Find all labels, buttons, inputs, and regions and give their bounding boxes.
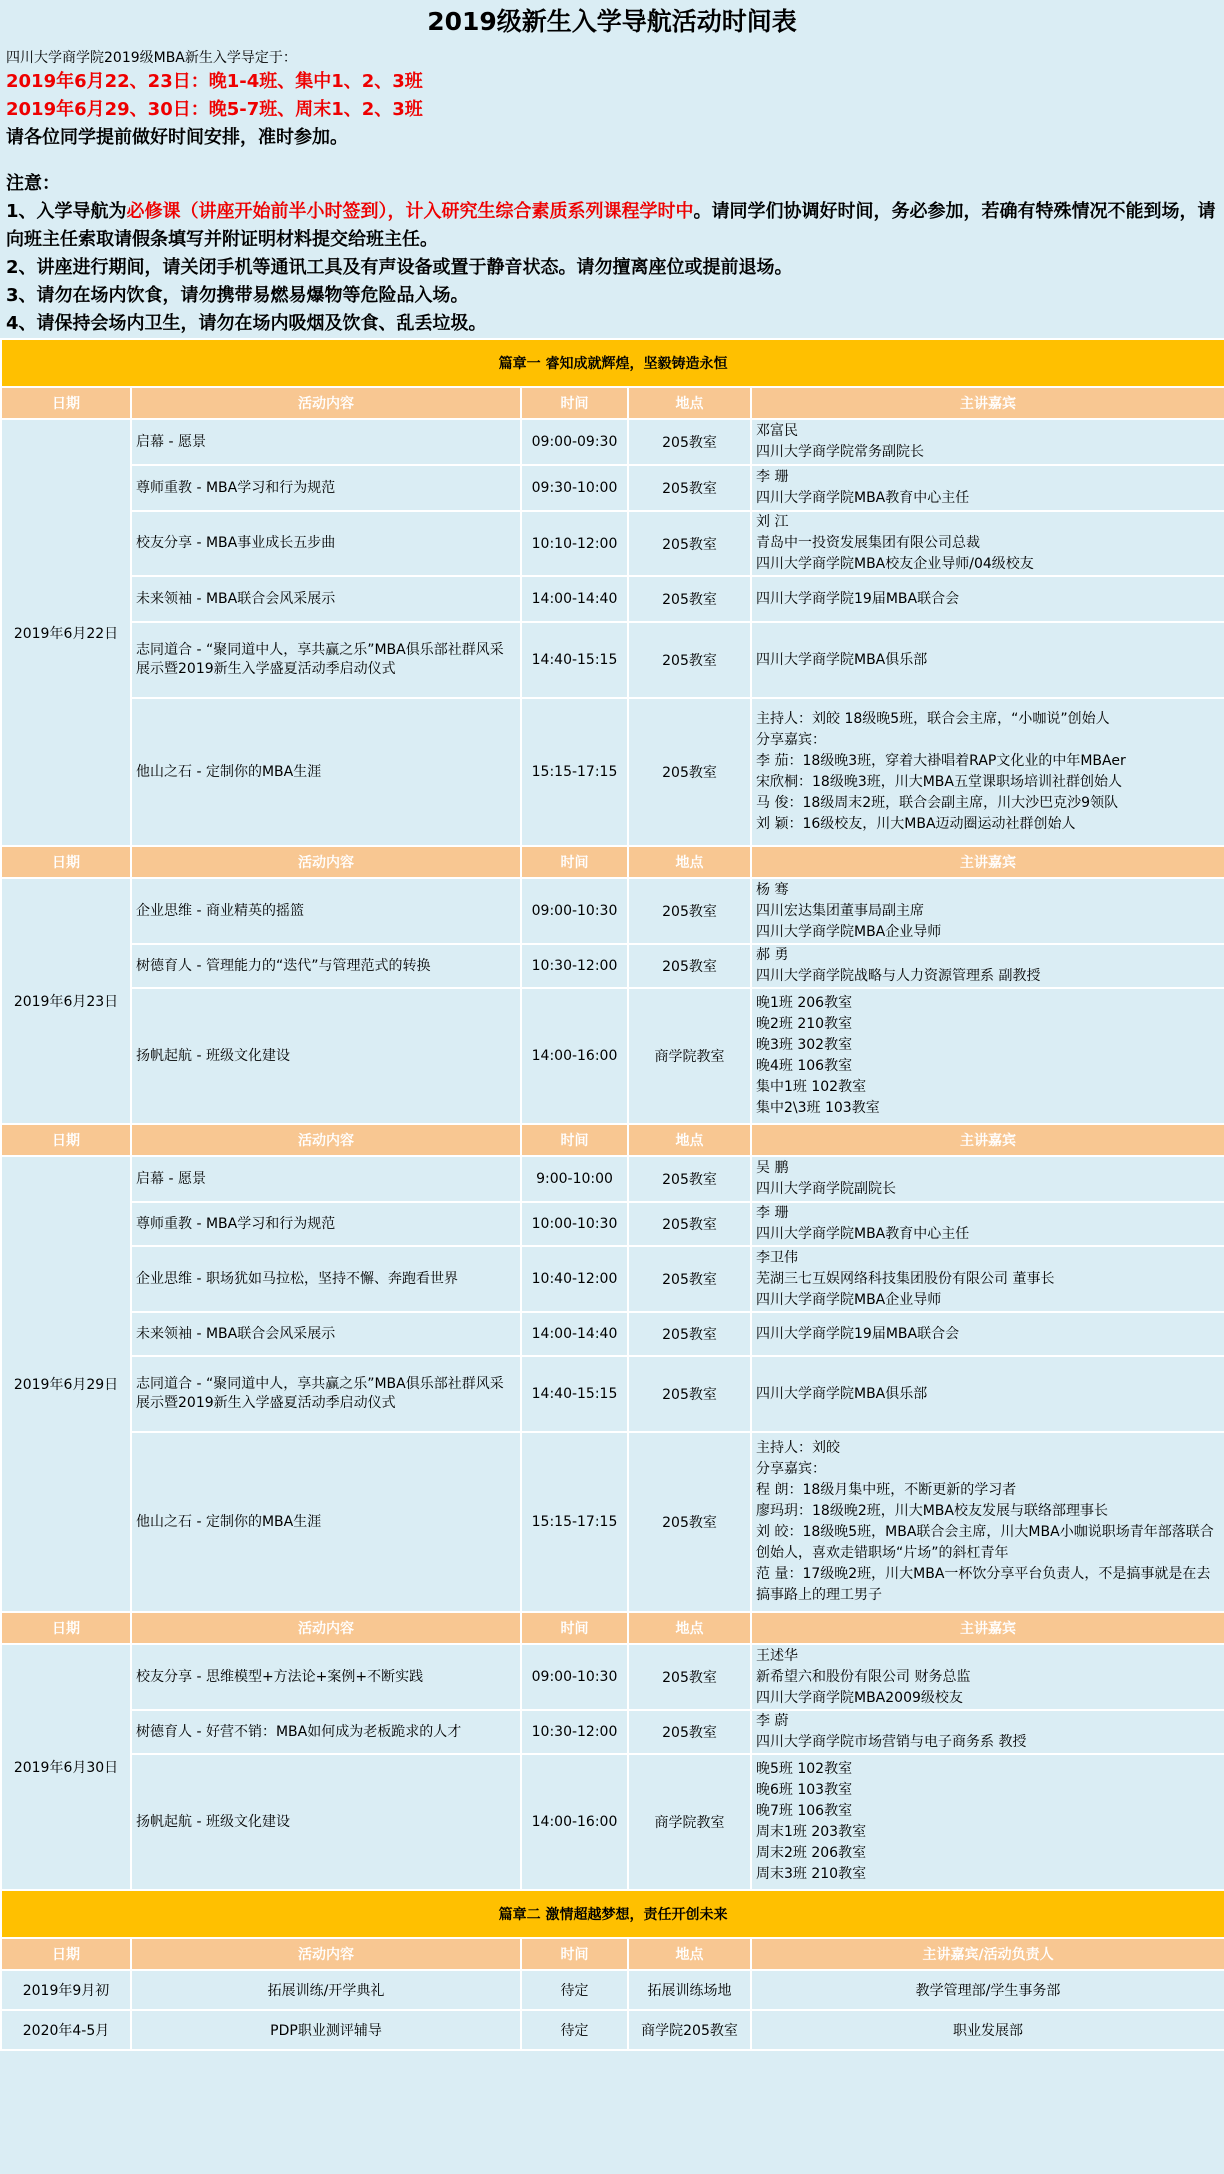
activity-cell: 未来领袖 - MBA联合会风采展示: [131, 1312, 521, 1356]
location-cell: 商学院205教室: [628, 2010, 751, 2050]
speaker-cell: [751, 944, 1224, 988]
header-speaker: 主讲嘉宾: [751, 1124, 1224, 1156]
header-time: 时间: [521, 1612, 628, 1644]
location-cell: 205教室: [628, 1156, 751, 1202]
header-time: 时间: [521, 1124, 628, 1156]
chapter-1-title: 篇章一 睿知成就辉煌，坚毅铸造永恒: [1, 339, 1224, 387]
time-cell: 14:00-14:40: [521, 576, 628, 622]
date-cell: 2019年6月23日: [1, 878, 131, 1124]
chapter-2-title: 篇章二 激情超越梦想，责任开创未来: [1, 1890, 1224, 1938]
speaker-line: 晚2班 210教室: [756, 1016, 853, 1032]
speaker-cell: [751, 419, 1224, 465]
header-time: 时间: [521, 387, 628, 419]
speaker-line: 四川大学商学院MBA企业导师: [756, 1291, 942, 1308]
speaker-line: 四川大学商学院副院长: [756, 1181, 896, 1197]
note-1: [6, 198, 1218, 254]
chapter-2-title-row: [1, 1890, 1224, 1938]
activity-cell: PDP职业测评辅导: [131, 2010, 521, 2050]
spacer: [6, 152, 1218, 170]
speaker-line: 李 茄：18级晚3班，穿着大褂唱着RAP文化业的中年MBAer: [756, 753, 1126, 769]
table-row: [1, 511, 1224, 576]
speaker-cell: [751, 576, 1224, 622]
speaker-cell: 教学管理部/学生事务部: [751, 1970, 1224, 2010]
activity-cell: 树德育人 - 好营不销：MBA如何成为老板跪求的人才: [131, 1710, 521, 1754]
speaker-line: 集中2\3班 103教室: [756, 1100, 880, 1116]
notes-title: 注意：: [6, 173, 60, 194]
speaker-cell: [751, 1644, 1224, 1710]
header-row: [1, 1938, 1224, 1970]
activity-cell: 他山之石 - 定制你的MBA生涯: [131, 698, 521, 846]
speaker-line: 新希望六和股份有限公司 财务总监: [756, 1668, 971, 1685]
location-cell: 拓展训练场地: [628, 1970, 751, 2010]
speaker-line: 马 俊：18级周末2班，联合会副主席，川大沙巴克沙9领队: [756, 795, 1119, 811]
speaker-cell: [751, 698, 1224, 846]
activity-cell: 启幕 - 愿景: [131, 419, 521, 465]
speaker-line: 芜湖三七互娱网络科技集团股份有限公司 董事长: [756, 1270, 1055, 1287]
speaker-line: 四川大学商学院MBA校友企业导师/04级校友: [756, 556, 1034, 572]
speaker-line: 周末1班 203教室: [756, 1824, 867, 1840]
speaker-line: 李 蔚: [756, 1713, 789, 1729]
speaker-line: 四川大学商学院MBA教育中心主任: [756, 490, 970, 506]
speaker-line: 集中1班 102教室: [756, 1079, 867, 1095]
speaker-line: 晚5班 102教室: [756, 1761, 853, 1777]
intro-arrange: 请各位同学提前做好时间安排，准时参加。: [6, 127, 348, 148]
table-row: [1, 1432, 1224, 1612]
location-cell: 205教室: [628, 1432, 751, 1612]
intro-lead: 四川大学商学院2019级MBA新生入学导定于：: [6, 50, 297, 66]
speaker-line: 四川大学商学院19届MBA联合会: [756, 1325, 960, 1342]
location-cell: 205教室: [628, 1312, 751, 1356]
speaker-line: 廖玛玥：18级晚2班，川大MBA校友发展与联络部理事长: [756, 1503, 1108, 1519]
header-speaker: 主讲嘉宾: [751, 1612, 1224, 1644]
activity-cell: 企业思维 - 商业精英的摇篮: [131, 878, 521, 944]
time-cell: 10:40-12:00: [521, 1246, 628, 1312]
speaker-cell: [751, 622, 1224, 698]
time-cell: 09:00-10:30: [521, 878, 628, 944]
speaker-cell: [751, 511, 1224, 576]
speaker-line: 李 珊: [756, 469, 789, 485]
speaker-cell: [751, 1754, 1224, 1890]
time-cell: 10:30-12:00: [521, 944, 628, 988]
speaker-line: 四川大学商学院MBA企业导师: [756, 923, 942, 940]
header-location: 地点: [628, 387, 751, 419]
header-row: [1, 387, 1224, 419]
note-3: 3、请勿在场内饮食，请勿携带易燃易爆物等危险品入场。: [6, 285, 469, 306]
header-date: 日期: [1, 1938, 131, 1970]
time-cell: 14:40-15:15: [521, 622, 628, 698]
table-row: [1, 1312, 1224, 1356]
activity-cell: 志同道合 - “聚同道中人，享共赢之乐”MBA俱乐部社群风采展示暨2019新生入学盛夏活动季启动仪式: [131, 1356, 521, 1432]
note-1-highlight: 必修课（讲座开始前半小时签到），计入研究生综合素质系列课程学时中: [126, 201, 694, 222]
speaker-line: 郝 勇: [756, 947, 789, 963]
speaker-line: 主持人：刘皎 18级晚5班，联合会主席，“小咖说”创始人: [756, 711, 1110, 727]
location-cell: 205教室: [628, 419, 751, 465]
speaker-line: 李卫伟: [756, 1249, 798, 1266]
speaker-line: 四川大学商学院战略与人力资源管理系 副教授: [756, 968, 1041, 984]
speaker-line: 四川大学商学院MBA俱乐部: [756, 1385, 928, 1402]
intro-date2: 2019年6月29、30日：晚5-7班、周末1、2、3班: [6, 99, 423, 120]
speaker-cell: [751, 1156, 1224, 1202]
table-row: [1, 1246, 1224, 1312]
activity-cell: 校友分享 - MBA事业成长五步曲: [131, 511, 521, 576]
header-activity: 活动内容: [131, 846, 521, 878]
speaker-line: 四川大学商学院MBA教育中心主任: [756, 1226, 970, 1242]
activity-cell: 尊师重教 - MBA学习和行为规范: [131, 1202, 521, 1246]
date-cell: 2019年9月初: [1, 1970, 131, 2010]
table-row: [1, 2010, 1224, 2050]
table-row: [1, 1710, 1224, 1754]
header-speaker: 主讲嘉宾: [751, 846, 1224, 878]
speaker-line: 范 量：17级晚2班，川大MBA一杯饮分享平台负责人，不是搞事就是在去搞事路上的理工男子: [756, 1566, 1211, 1603]
table-row: [1, 878, 1224, 944]
header-date: 日期: [1, 387, 131, 419]
speaker-line: 邓富民: [756, 423, 798, 439]
header-location: 地点: [628, 1938, 751, 1970]
note-2: 2、讲座进行期间，请关闭手机等通讯工具及有声设备或置于静音状态。请勿擅离座位或提前退场。: [6, 257, 793, 278]
speaker-cell: [751, 1710, 1224, 1754]
speaker-cell: [751, 988, 1224, 1124]
speaker-line: 分享嘉宾：: [756, 732, 826, 748]
speaker-line: 四川宏达集团董事局副主席: [756, 902, 924, 919]
speaker-line: 王述华: [756, 1647, 798, 1664]
activity-cell: 校友分享 - 思维模型+方法论+案例+不断实践: [131, 1644, 521, 1710]
location-cell: 205教室: [628, 511, 751, 576]
speaker-line: 晚3班 302教室: [756, 1037, 853, 1053]
location-cell: 205教室: [628, 1356, 751, 1432]
time-cell: 09:30-10:00: [521, 465, 628, 511]
location-cell: 205教室: [628, 1644, 751, 1710]
header-activity: 活动内容: [131, 1124, 521, 1156]
note-1-c: 。请同学们协调好时间，务必参加，若确有特殊情况不能到场，请向班主任索取请假条填写并附证明材料提交给班主任。: [6, 201, 1216, 250]
activity-cell: 启幕 - 愿景: [131, 1156, 521, 1202]
header-location: 地点: [628, 1612, 751, 1644]
header-date: 日期: [1, 846, 131, 878]
table-row: [1, 1754, 1224, 1890]
date-cell: 2019年6月22日: [1, 419, 131, 846]
speaker-cell: [751, 1312, 1224, 1356]
speaker-line: 晚1班 206教室: [756, 995, 853, 1011]
time-cell: 15:15-17:15: [521, 1432, 628, 1612]
header-row: [1, 1124, 1224, 1156]
activity-cell: 扬帆起航 - 班级文化建设: [131, 1754, 521, 1890]
time-cell: 09:00-09:30: [521, 419, 628, 465]
location-cell: 205教室: [628, 465, 751, 511]
time-cell: 14:40-15:15: [521, 1356, 628, 1432]
speaker-line: 四川大学商学院MBA俱乐部: [756, 651, 928, 668]
chapter-1-title-row: [1, 339, 1224, 387]
speaker-line: 四川大学商学院19届MBA联合会: [756, 590, 960, 607]
speaker-line: 主持人：刘皎: [756, 1440, 840, 1456]
speaker-line: 四川大学商学院常务副院长: [756, 444, 924, 460]
location-cell: 205教室: [628, 878, 751, 944]
speaker-line: 周末2班 206教室: [756, 1845, 867, 1861]
location-cell: 205教室: [628, 576, 751, 622]
header-date: 日期: [1, 1612, 131, 1644]
table-row: [1, 622, 1224, 698]
time-cell: 14:00-14:40: [521, 1312, 628, 1356]
table-row: [1, 419, 1224, 465]
time-cell: 14:00-16:00: [521, 988, 628, 1124]
activity-cell: 他山之石 - 定制你的MBA生涯: [131, 1432, 521, 1612]
schedule-table: [0, 338, 1224, 2051]
speaker-cell: [751, 465, 1224, 511]
note-4: 4、请保持会场内卫生，请勿在场内吸烟及饮食、乱丢垃圾。: [6, 313, 487, 334]
time-cell: 09:00-10:30: [521, 1644, 628, 1710]
speaker-cell: 职业发展部: [751, 2010, 1224, 2050]
time-cell: 待定: [521, 1970, 628, 2010]
intro-section: [0, 44, 1224, 338]
header-location: 地点: [628, 846, 751, 878]
speaker-line: 程 朗：18级月集中班，不断更新的学习者: [756, 1482, 1017, 1498]
location-cell: 商学院教室: [628, 988, 751, 1124]
table-row: [1, 576, 1224, 622]
location-cell: 205教室: [628, 698, 751, 846]
speaker-cell: [751, 878, 1224, 944]
activity-cell: 未来领袖 - MBA联合会风采展示: [131, 576, 521, 622]
header-activity: 活动内容: [131, 1938, 521, 1970]
location-cell: 商学院教室: [628, 1754, 751, 1890]
header-time: 时间: [521, 1938, 628, 1970]
time-cell: 14:00-16:00: [521, 1754, 628, 1890]
time-cell: 15:15-17:15: [521, 698, 628, 846]
activity-cell: 企业思维 - 职场犹如马拉松，坚持不懈、奔跑看世界: [131, 1246, 521, 1312]
header-speaker: 主讲嘉宾/活动负责人: [751, 1938, 1224, 1970]
date-cell: 2019年6月30日: [1, 1644, 131, 1890]
speaker-line: 青岛中一投资发展集团有限公司总裁: [756, 535, 980, 551]
table-row: [1, 1970, 1224, 2010]
speaker-line: 刘 江: [756, 514, 789, 530]
time-cell: 10:00-10:30: [521, 1202, 628, 1246]
activity-cell: 树德育人 - 管理能力的“迭代”与管理范式的转换: [131, 944, 521, 988]
table-row: [1, 698, 1224, 846]
location-cell: 205教室: [628, 1246, 751, 1312]
header-speaker: 主讲嘉宾: [751, 387, 1224, 419]
speaker-cell: [751, 1356, 1224, 1432]
intro-date1: 2019年6月22、23日：晚1-4班、集中1、2、3班: [6, 71, 423, 92]
note-1-a: 1、入学导航为: [6, 201, 127, 222]
header-location: 地点: [628, 1124, 751, 1156]
speaker-line: 周末3班 210教室: [756, 1866, 867, 1882]
time-cell: 9:00-10:00: [521, 1156, 628, 1202]
table-row: [1, 1202, 1224, 1246]
header-activity: 活动内容: [131, 1612, 521, 1644]
speaker-line: 刘 皎：18级晚5班，MBA联合会主席，川大MBA小咖说职场青年部落联合创始人，喜欢走错职场“片场”的斜杠青年: [756, 1524, 1214, 1561]
speaker-cell: [751, 1432, 1224, 1612]
speaker-line: 宋欣桐：18级晚3班，川大MBA五堂课职场培训社群创始人: [756, 774, 1122, 790]
table-row: [1, 465, 1224, 511]
location-cell: 205教室: [628, 944, 751, 988]
location-cell: 205教室: [628, 1202, 751, 1246]
speaker-line: 晚4班 106教室: [756, 1058, 853, 1074]
time-cell: 10:30-12:00: [521, 1710, 628, 1754]
time-cell: 待定: [521, 2010, 628, 2050]
date-cell: 2019年6月29日: [1, 1156, 131, 1612]
location-cell: 205教室: [628, 1710, 751, 1754]
activity-cell: 志同道合 - “聚同道中人，享共赢之乐”MBA俱乐部社群风采展示暨2019新生入学盛夏活动季启动仪式: [131, 622, 521, 698]
header-row: [1, 846, 1224, 878]
table-row: [1, 944, 1224, 988]
speaker-cell: [751, 1202, 1224, 1246]
speaker-line: 刘 颖：16级校友，川大MBA迈动圈运动社群创始人: [756, 816, 1076, 832]
location-cell: 205教室: [628, 622, 751, 698]
table-row: [1, 988, 1224, 1124]
table-row: [1, 1156, 1224, 1202]
speaker-line: 四川大学商学院MBA2009级校友: [756, 1689, 963, 1706]
speaker-line: 晚6班 103教室: [756, 1782, 853, 1798]
activity-cell: 尊师重教 - MBA学习和行为规范: [131, 465, 521, 511]
speaker-line: 四川大学商学院市场营销与电子商务系 教授: [756, 1734, 1027, 1750]
speaker-line: 杨 骞: [756, 881, 789, 898]
speaker-line: 晚7班 106教室: [756, 1803, 853, 1819]
speaker-line: 吴 鹏: [756, 1160, 789, 1176]
table-row: [1, 1644, 1224, 1710]
header-row: [1, 1612, 1224, 1644]
time-cell: 10:10-12:00: [521, 511, 628, 576]
table-row: [1, 1356, 1224, 1432]
header-activity: 活动内容: [131, 387, 521, 419]
header-time: 时间: [521, 846, 628, 878]
speaker-line: 分享嘉宾：: [756, 1461, 826, 1477]
date-cell: 2020年4-5月: [1, 2010, 131, 2050]
page-title: 2019级新生入学导航活动时间表: [427, 7, 797, 36]
activity-cell: 扬帆起航 - 班级文化建设: [131, 988, 521, 1124]
header-date: 日期: [1, 1124, 131, 1156]
speaker-line: 李 珊: [756, 1205, 789, 1221]
speaker-cell: [751, 1246, 1224, 1312]
activity-cell: 拓展训练/开学典礼: [131, 1970, 521, 2010]
